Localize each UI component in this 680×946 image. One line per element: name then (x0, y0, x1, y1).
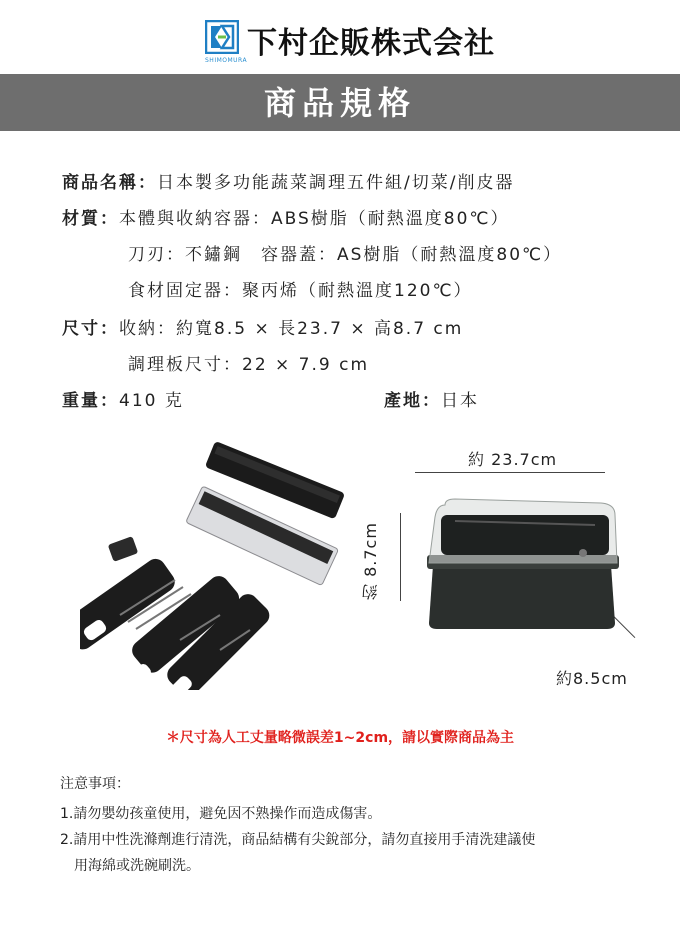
section-title: 商品規格 (263, 84, 416, 122)
brand-name: 下村企販株式会社 (247, 26, 495, 61)
spec-size-line: 調理板尺寸：22 × 7.9 cm (128, 355, 370, 375)
spec-weight-value: 410 克 (119, 391, 184, 411)
spec-material-line: 刀刃：不鏽鋼 容器蓋：AS樹脂（耐熱溫度80℃） (128, 245, 563, 265)
spec-name-label: 商品名稱： (62, 173, 157, 193)
length-dimension-label: 約 23.7cm (468, 450, 558, 469)
brand-logo-sub: SHIMOMURA (205, 57, 248, 64)
spec-size-line: 收納：約寬8.5 × 長23.7 × 高8.7 cm (119, 319, 464, 339)
size-disclaimer: ＊尺寸為人工丈量略微誤差1~2cm，請以實際商品為主 (165, 730, 515, 746)
height-dimension-label: 約 8.7cm (361, 522, 380, 600)
spec-material-line: 本體與收納容器：ABS樹脂（耐熱溫度80℃） (119, 209, 510, 229)
width-dimension-label: 約8.5cm (556, 669, 628, 688)
notes-item: 用海綿或洗碗刷洗。 (74, 858, 200, 874)
spec-name-row (62, 168, 514, 193)
notes-title: 注意事項： (60, 776, 130, 792)
spec-material-label: 材質： (62, 209, 119, 229)
product-set-image (80, 440, 350, 690)
notes-item: 2.請用中性洗滌劑進行清洗，商品結構有尖銳部分，請勿直接用手清洗建議使 (60, 832, 536, 848)
spec-size-label: 尺寸： (62, 319, 119, 339)
spec-material-row (62, 204, 510, 229)
spec-origin-label: 產地： (384, 391, 441, 411)
spec-weight-row (62, 386, 184, 411)
spec-name-value: 日本製多功能蔬菜調理五件組/切菜/削皮器 (157, 173, 515, 193)
spec-origin-value: 日本 (441, 391, 479, 411)
spec-weight-label: 重量： (62, 391, 119, 411)
storage-box-image (415, 495, 625, 635)
brand-logo-icon (205, 20, 239, 54)
length-dimension-line (415, 472, 605, 473)
notes-item: 1.請勿嬰幼孩童使用，避免因不熟操作而造成傷害。 (60, 806, 382, 822)
spec-material-line: 食材固定器：聚丙烯（耐熱溫度120℃） (128, 281, 473, 301)
height-dimension-line (400, 513, 401, 601)
spec-origin-row (384, 386, 479, 411)
spec-size-row (62, 314, 463, 339)
